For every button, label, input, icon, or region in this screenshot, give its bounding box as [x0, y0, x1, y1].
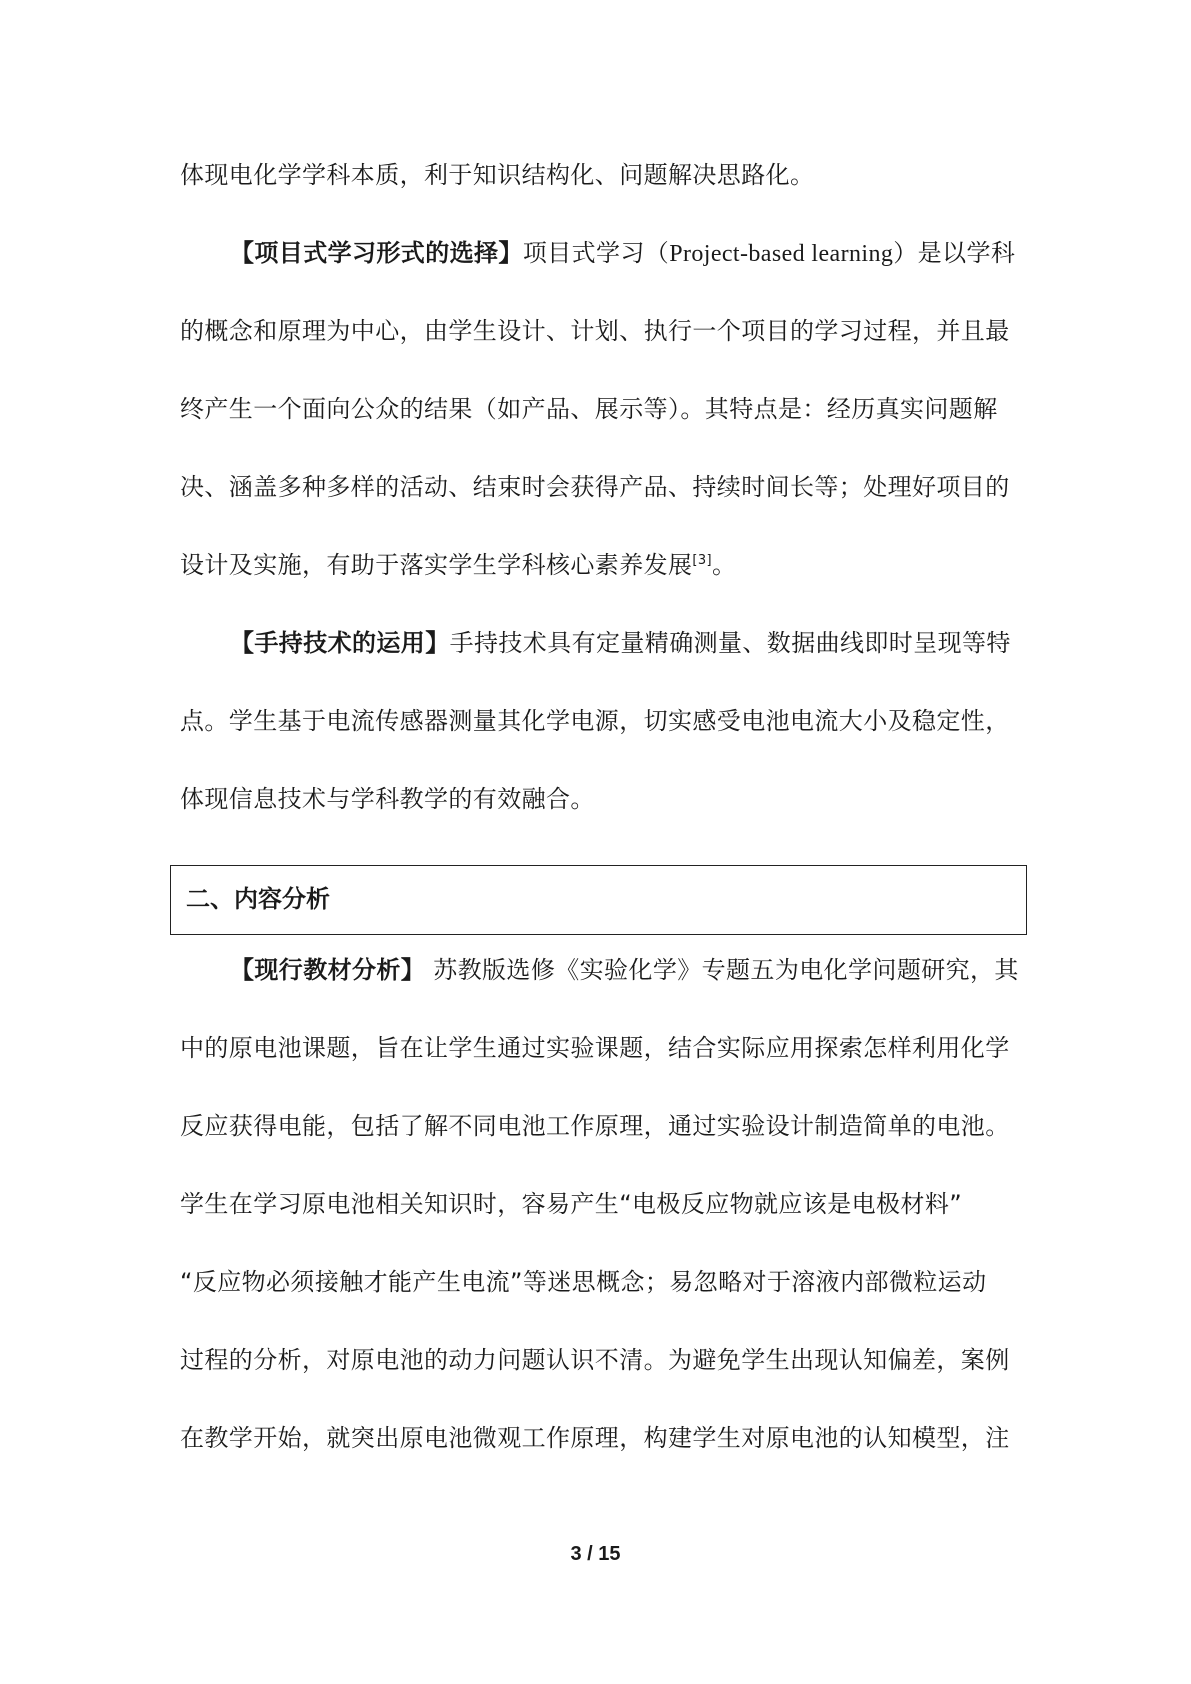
paragraph-line: 决、涵盖多种多样的活动、结束时会获得产品、持续时间长等；处理好项目的	[180, 473, 1010, 501]
text-span: 设计及实施，有助于落实学生学科核心素养发展	[180, 551, 693, 579]
section-heading-box	[170, 865, 1027, 935]
paragraph-line	[230, 955, 1019, 985]
section-title: 二、内容分析	[186, 885, 330, 913]
page-number: 3 / 15	[570, 1543, 621, 1565]
citation-ref: [3]	[692, 553, 713, 568]
paragraph-heading: 【手持技术的运用】	[230, 629, 450, 657]
text-span: 手持技术具有定量精确测量、数据曲线即时呈现等特	[449, 629, 1011, 657]
paragraph-line: 反应获得电能，包括了解不同电池工作原理，通过实验设计制造简单的电池。	[180, 1112, 1010, 1140]
paragraph-line: 过程的分析，对原电池的动力问题认识不清。为避免学生出现认知偏差，案例	[180, 1346, 1010, 1374]
paragraph-line: 点。学生基于电流传感器测量其化学电源，切实感受电池电流大小及稳定性，	[180, 707, 1010, 735]
paragraph-line	[230, 238, 1015, 269]
paragraph-line: 的概念和原理为中心，由学生设计、计划、执行一个项目的学习过程，并且最	[180, 317, 1010, 345]
paragraph-line: 中的原电池课题，旨在让学生通过实验课题，结合实际应用探索怎样利用化学	[180, 1034, 1010, 1062]
paragraph-line: “反应物必须接触才能产生电流”等迷思概念；易忽略对于溶液内部微粒运动	[180, 1268, 987, 1296]
paragraph-line: 学生在学习原电池相关知识时，容易产生“电极反应物就应该是电极材料”	[180, 1190, 963, 1218]
paragraph-line: 在教学开始，就突出原电池微观工作原理，构建学生对原电池的认知模型，注	[180, 1424, 1010, 1452]
paragraph-line	[230, 628, 1011, 658]
text-span: 。	[712, 551, 737, 579]
english-term: Project-based learning	[669, 241, 894, 267]
paragraph-heading: 【现行教材分析】	[230, 956, 426, 984]
text-span: 苏教版选修《实验化学》专题五为电化学问题研究，其	[425, 956, 1019, 984]
text-span: ）是以学科	[893, 239, 1016, 267]
paragraph-line	[180, 550, 736, 580]
paragraph-heading: 【项目式学习形式的选择】	[230, 239, 523, 267]
paragraph-line: 体现信息技术与学科教学的有效融合。	[180, 785, 595, 813]
paragraph-line: 终产生一个面向公众的结果（如产品、展示等）。其特点是：经历真实问题解	[180, 395, 998, 423]
paragraph-line: 体现电化学学科本质，利于知识结构化、问题解决思路化。	[180, 161, 815, 189]
text-span: 项目式学习（	[522, 239, 670, 267]
